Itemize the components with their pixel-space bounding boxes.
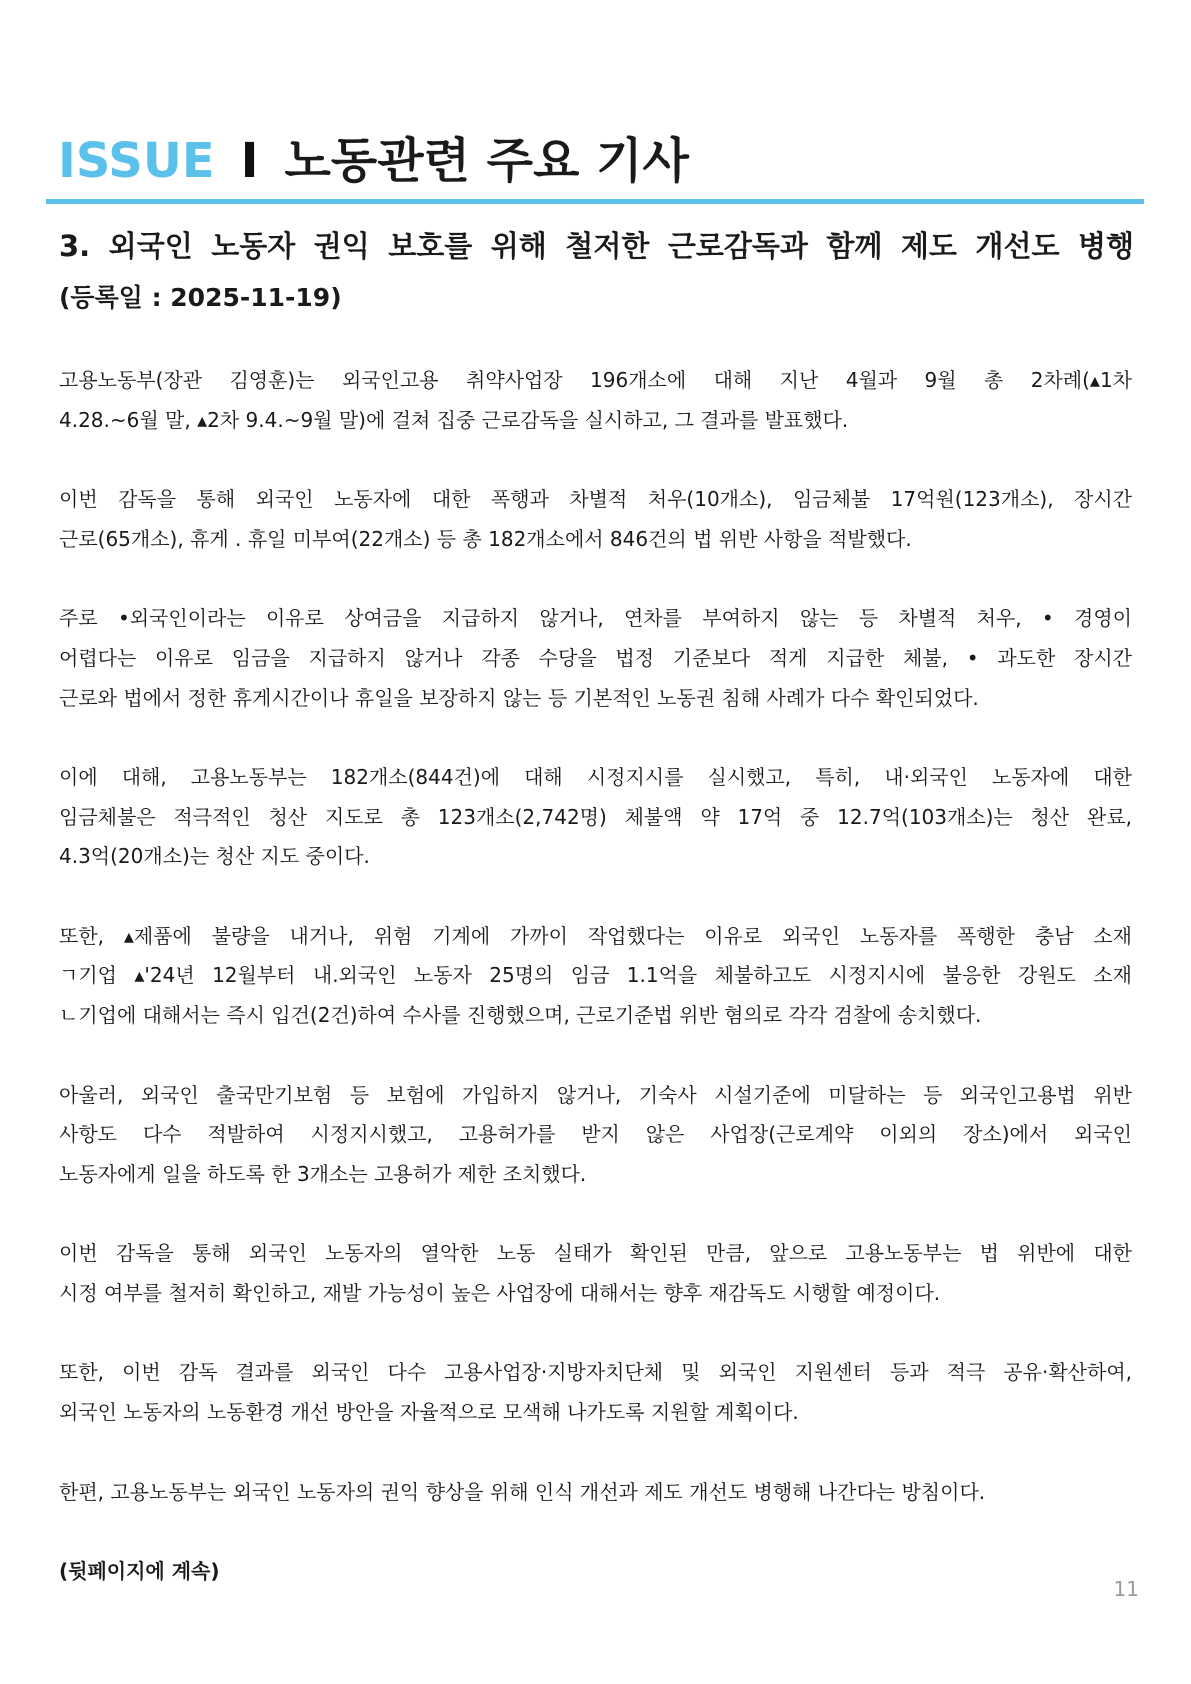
page-number: 11 — [1113, 1577, 1139, 1601]
paragraph-line: 또한, ▴제품에 불량을 내거나, 위험 기계에 가까이 작업했다는 이유로 외국인 노동자를 폭행한 충남 소재 — [59, 923, 1132, 948]
section-title: 노동관련 주요 기사 — [284, 133, 689, 189]
title-divider — [46, 199, 1144, 204]
issue-label: ISSUE — [58, 133, 215, 189]
paragraph-line: 고용노동부(장관 김영훈)는 외국인고용 취약사업장 196개소에 대해 지난 4월과 9월 총 2차례(▴1차 — [59, 368, 1132, 392]
paragraph — [59, 758, 1132, 877]
article-date: (등록일 : 2025-11-19) — [59, 283, 342, 312]
paragraph-line: 외국인 노동자의 노동환경 개선 방안을 자율적으로 모색해 나가도록 지원할 계획이다. — [59, 1400, 799, 1425]
paragraph-line: 임금체불은 적극적인 청산 지도로 총 123개소(2,742명) 체불액 약 17억 중 12.7억(103개소)는 청산 완료, — [59, 804, 1132, 829]
paragraph-line: 이에 대해, 고용노동부는 182개소(844건)에 대해 시정지시를 실시했고, 특히, 내·외국인 노동자에 대한 — [59, 764, 1132, 789]
page-title — [58, 130, 689, 192]
continued-note: (뒷페이지에 계속) — [59, 1558, 220, 1583]
article-body — [59, 361, 1132, 1592]
paragraph — [59, 361, 1132, 440]
paragraph-line: 한편, 고용노동부는 외국인 노동자의 권익 향상을 위해 인식 개선과 제도 개선도 병행해 나간다는 방침이다. — [59, 1479, 986, 1504]
paragraph-line: 노동자에게 일을 하도록 한 3개소는 고용허가 제한 조치했다. — [59, 1161, 587, 1186]
paragraph-line: 이번 감독을 통해 외국인 노동자의 열악한 노동 실태가 확인된 만큼, 앞으로 고용노동부는 법 위반에 대한 — [59, 1241, 1132, 1266]
title-separator: I — [240, 133, 259, 189]
paragraph-line: 근로(65개소), 휴게 . 휴일 미부여(22개소) 등 총 182개소에서 846건의 법 위반 사항을 적발했다. — [59, 526, 912, 551]
paragraph — [59, 1353, 1132, 1432]
paragraph-line: 이번 감독을 통해 외국인 노동자에 대한 폭행과 차별적 처우(10개소), 임금체불 17억원(123개소), 장시간 — [59, 487, 1132, 512]
paragraph — [59, 1076, 1132, 1195]
paragraph-line: 근로와 법에서 정한 휴게시간이나 휴일을 보장하지 않는 등 기본적인 노동권 침해 사례가 다수 확인되었다. — [59, 685, 979, 710]
paragraph — [59, 1473, 1132, 1513]
paragraph — [59, 480, 1132, 559]
paragraph-line: 사항도 다수 적발하여 시정지시했고, 고용허가를 받지 않은 사업장(근로계약 이외의 장소)에서 외국인 — [59, 1122, 1132, 1147]
paragraph-line: 아울러, 외국인 출국만기보험 등 보험에 가입하지 않거나, 기숙사 시설기준에 미달하는 등 외국인고용법 위반 — [59, 1082, 1132, 1107]
paragraph — [59, 599, 1132, 718]
article-heading: 3. 외국인 노동자 권익 보호를 위해 철저한 근로감독과 함께 제도 개선도 병행 — [59, 229, 1134, 263]
paragraph-line: 시정 여부를 철저히 확인하고, 재발 가능성이 높은 사업장에 대해서는 향후 재감독도 시행할 예정이다. — [59, 1281, 941, 1306]
paragraph-line: 또한, 이번 감독 결과를 외국인 다수 고용사업장·지방자치단체 및 외국인 지원센터 등과 적극 공유·확산하여, — [59, 1360, 1132, 1385]
paragraph — [59, 917, 1132, 1036]
paragraph-line: 4.3억(20개소)는 청산 지도 중이다. — [59, 844, 370, 869]
paragraph-line: 4.28.~6월 말, ▴2차 9.4.~9월 말)에 걸쳐 집중 근로감독을 실시하고, 그 결과를 발표했다. — [59, 407, 849, 432]
paragraph-line: ㄱ기업 ▴'24년 12월부터 내.외국인 노동자 25명의 임금 1.1억을 체불하고도 시정지시에 불응한 강원도 소재 — [59, 963, 1132, 988]
paragraph-line: 주로 •외국인이라는 이유로 상여금을 지급하지 않거나, 연차를 부여하지 않는 등 차별적 처우, • 경영이 — [59, 606, 1132, 631]
paragraph-line: ㄴ기업에 대해서는 즉시 입건(2건)하여 수사를 진행했으며, 근로기준법 위반 혐의로 각각 검찰에 송치했다. — [59, 1003, 982, 1028]
paragraph — [59, 1234, 1132, 1313]
paragraph-line: 어렵다는 이유로 임금을 지급하지 않거나 각종 수당을 법정 기준보다 적게 지급한 체불, • 과도한 장시간 — [59, 645, 1132, 670]
